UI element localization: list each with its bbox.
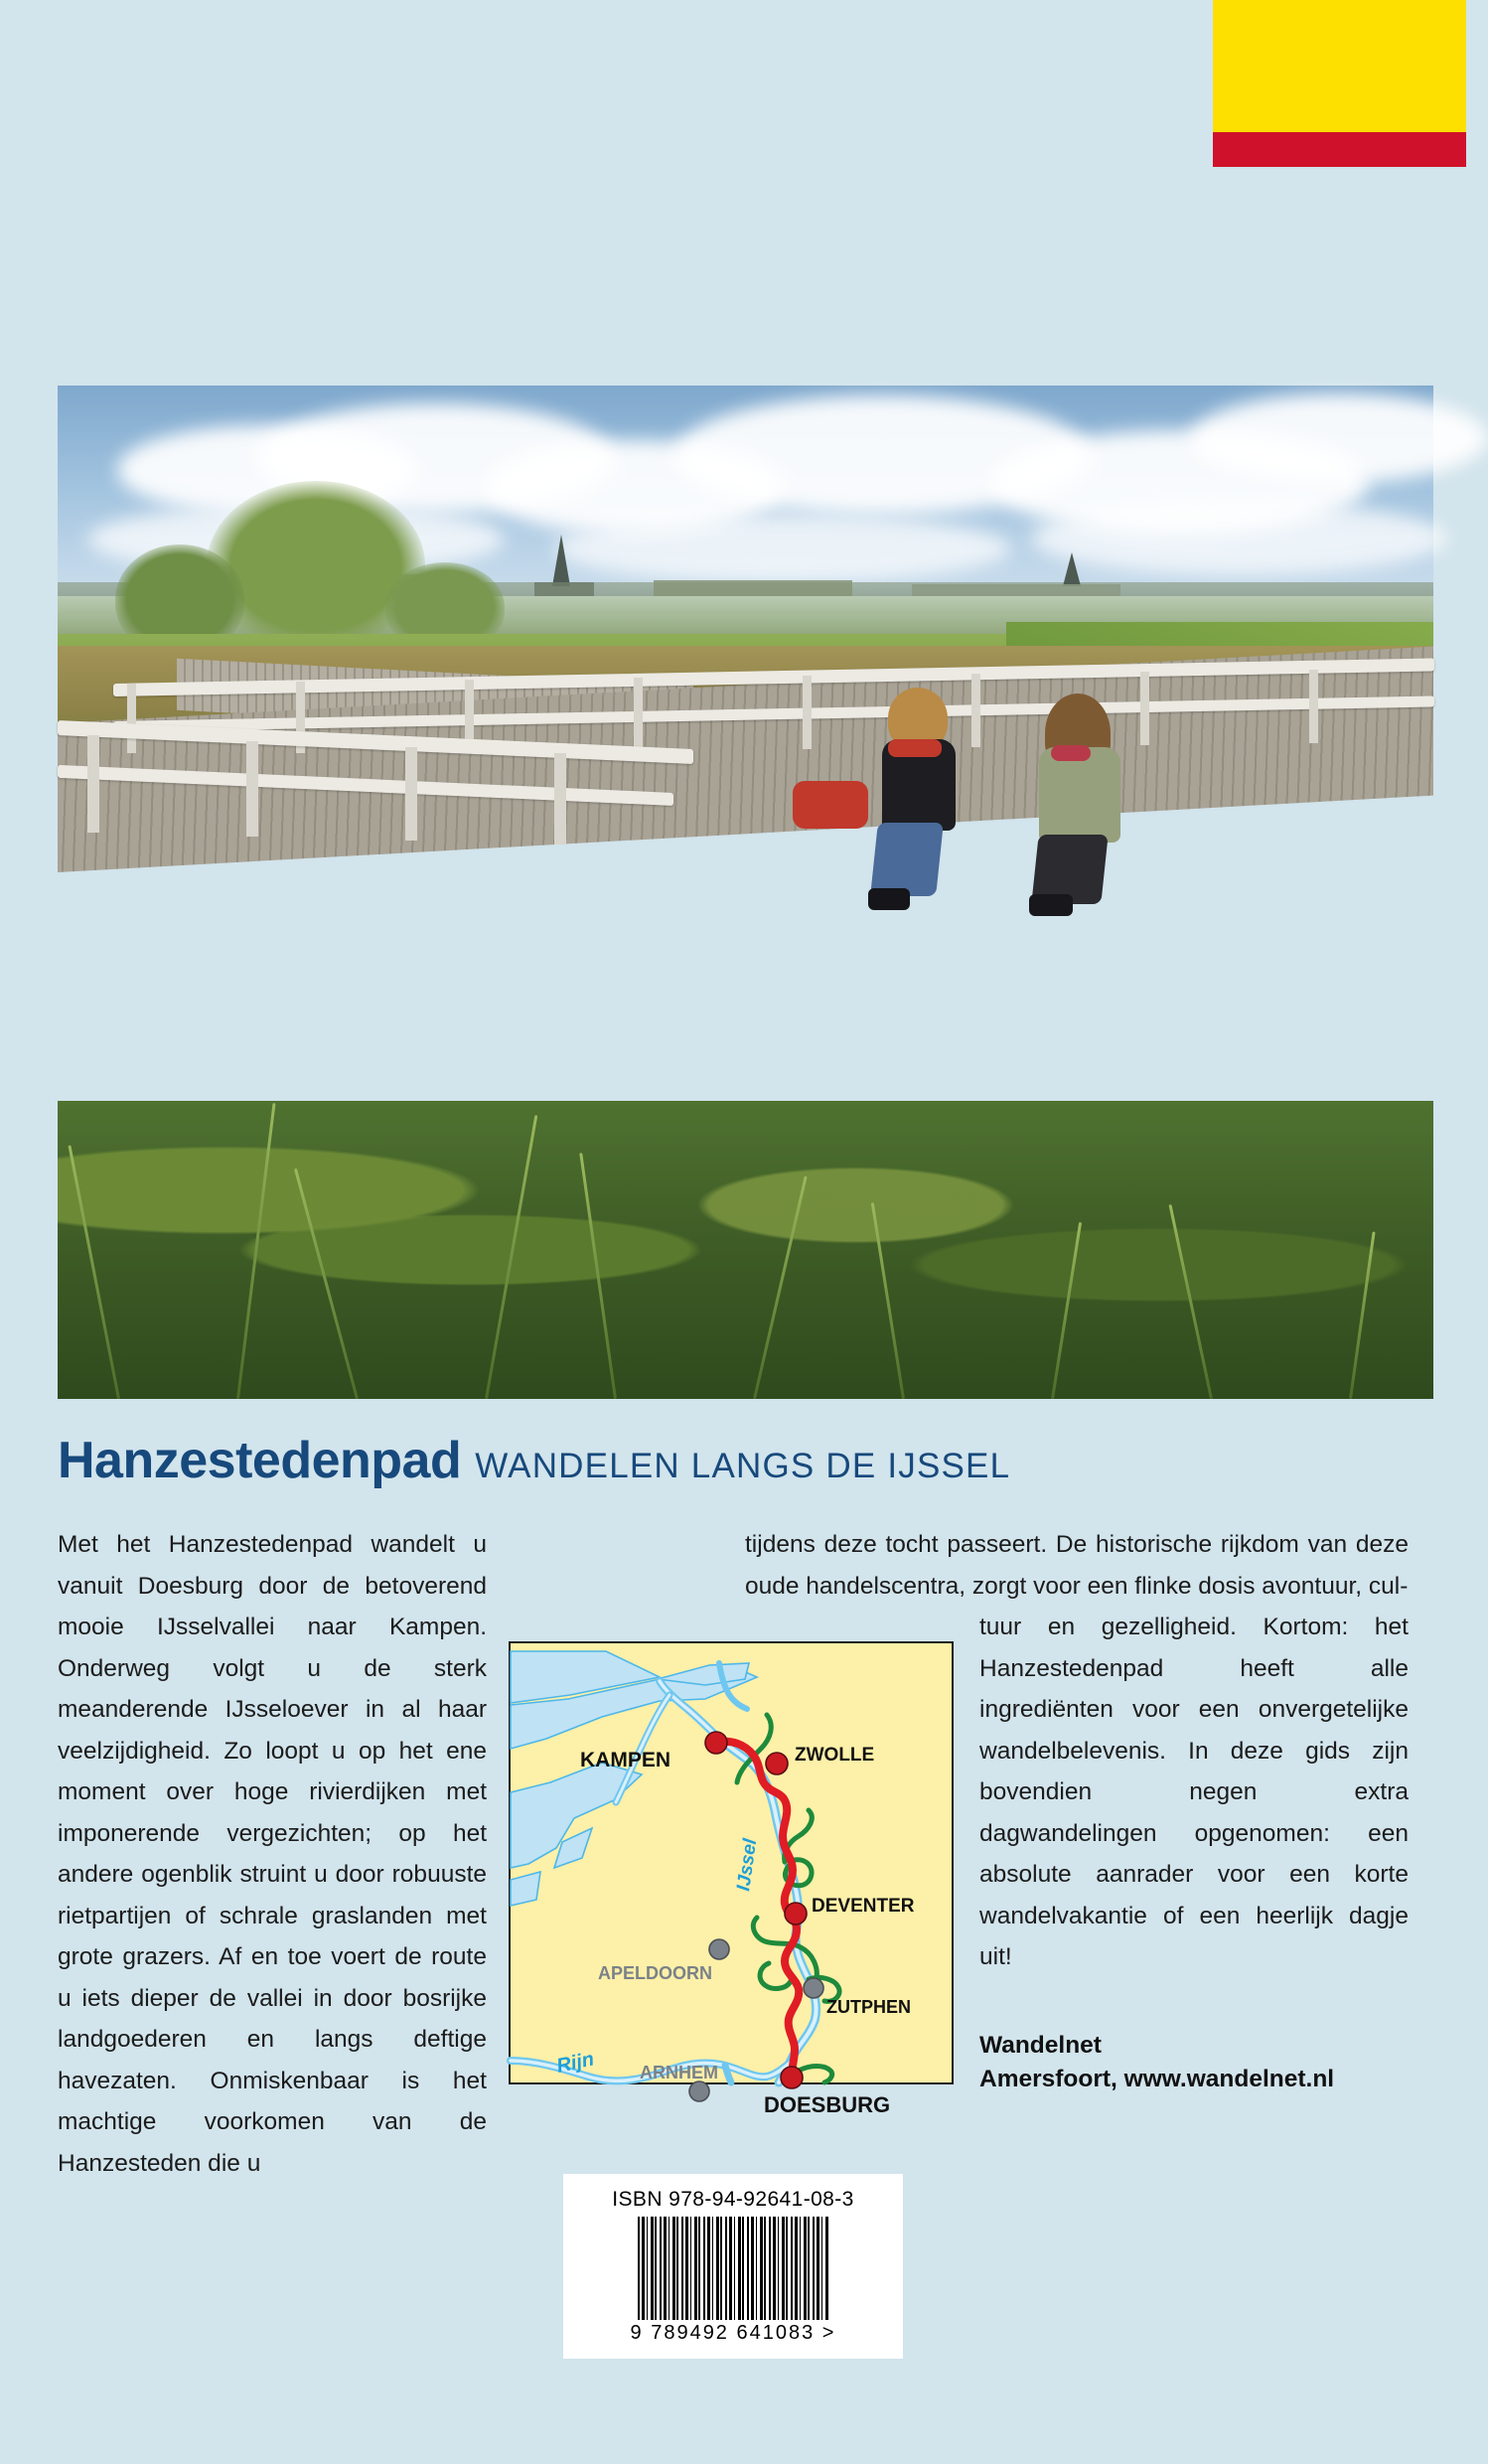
railing-post — [634, 678, 643, 751]
map-label-doesburg: DOESBURG — [764, 2092, 891, 2117]
person-right — [1011, 701, 1160, 900]
railing-post — [246, 741, 258, 837]
map-label-apeldoorn: APELDOORN — [598, 1963, 713, 1983]
barcode-bars — [638, 2217, 828, 2320]
page-subtitle: WANDELEN LANGS DE IJSSEL — [475, 1447, 1011, 1485]
person-left — [852, 693, 991, 892]
railing-post — [405, 747, 417, 841]
cover-photo — [58, 385, 1433, 887]
isbn-label: ISBN 978-94-92641-08-3 — [612, 2188, 854, 2211]
page-title: Hanzestedenpad — [58, 1432, 462, 1489]
publisher-name: Wandelnet — [979, 2032, 1102, 2059]
map-label-kampen: KAMPEN — [580, 1749, 671, 1771]
map-label-zwolle: ZWOLLE — [795, 1745, 875, 1766]
map-label-ijssel: IJssel — [733, 1837, 762, 1893]
flag-band-yellow — [1213, 0, 1466, 132]
foreground-vegetation — [58, 1101, 1433, 1399]
railing-post — [87, 735, 99, 833]
blurb-right-top: tijdens deze tocht passeert. De historische rijkdom van deze oude handelscentra, zorgt voor een flinke dosis avontuur, cul- — [745, 1531, 1409, 1600]
flag-band-red — [1213, 132, 1466, 167]
map-label-deventer: DEVENTER — [812, 1896, 915, 1917]
barcode-block — [563, 2174, 903, 2359]
railing-post — [803, 676, 812, 749]
railing-post — [127, 684, 136, 753]
church-spire — [1063, 552, 1081, 586]
cloud — [1190, 393, 1488, 483]
blurb-left-column: Met het Hanzestedenpad wandelt u vanuit Doesburg door de betoverend mooie IJsselvallei naar Kampen. Onderweg volgt u de sterk meanderende IJsseloever in al haar veelzijdigheid. Zo loopt u op het ene moment over hoge rivierdijken met imponerende vergezichten; op het andere ogenblik struint u door robuuste rietpartijen of schrale graslanden met grote grazers. Af en toe voert de route u iets dieper de vallei in door bosrijke landgoederen en langs deftige havezaten. Onmiskenbaar is het machtige voorkomen van de Hanzesteden die u — [58, 1531, 487, 2177]
red-backpack — [793, 781, 868, 829]
cover-photo-image — [58, 385, 1433, 1399]
barcode-digits: 9 789492 641083 > — [630, 2322, 836, 2344]
route-overview-map — [509, 1641, 954, 2117]
railing-post — [1309, 670, 1318, 743]
cloud — [554, 515, 1011, 582]
publisher-address: Amersfoort, www.wandelnet.nl — [979, 2066, 1335, 2092]
title-block — [58, 1431, 1409, 1490]
church-spire — [552, 535, 570, 586]
map-label-arnhem: ARNHEM — [640, 2063, 718, 2082]
blurb-right-rest: tuur en gezelligheid. Kortom: het Hanzestedenpad heeft alle ingrediënten voor een onvergetelijke wandelbelevenis. In deze gids zijn bovendien negen extra dagwandelingen opgenomen: een absolute aanrader voor een korte wandelvakantie of een heerlijk dagje uit! — [979, 1614, 1409, 1970]
corner-flag-block — [1213, 0, 1466, 167]
railing-post — [554, 753, 566, 845]
map-label-rijn: Rijn — [554, 2048, 596, 2078]
map-label-zutphen: ZUTPHEN — [826, 1997, 911, 2017]
publisher-block — [979, 2029, 1416, 2096]
cloud — [1031, 503, 1448, 574]
